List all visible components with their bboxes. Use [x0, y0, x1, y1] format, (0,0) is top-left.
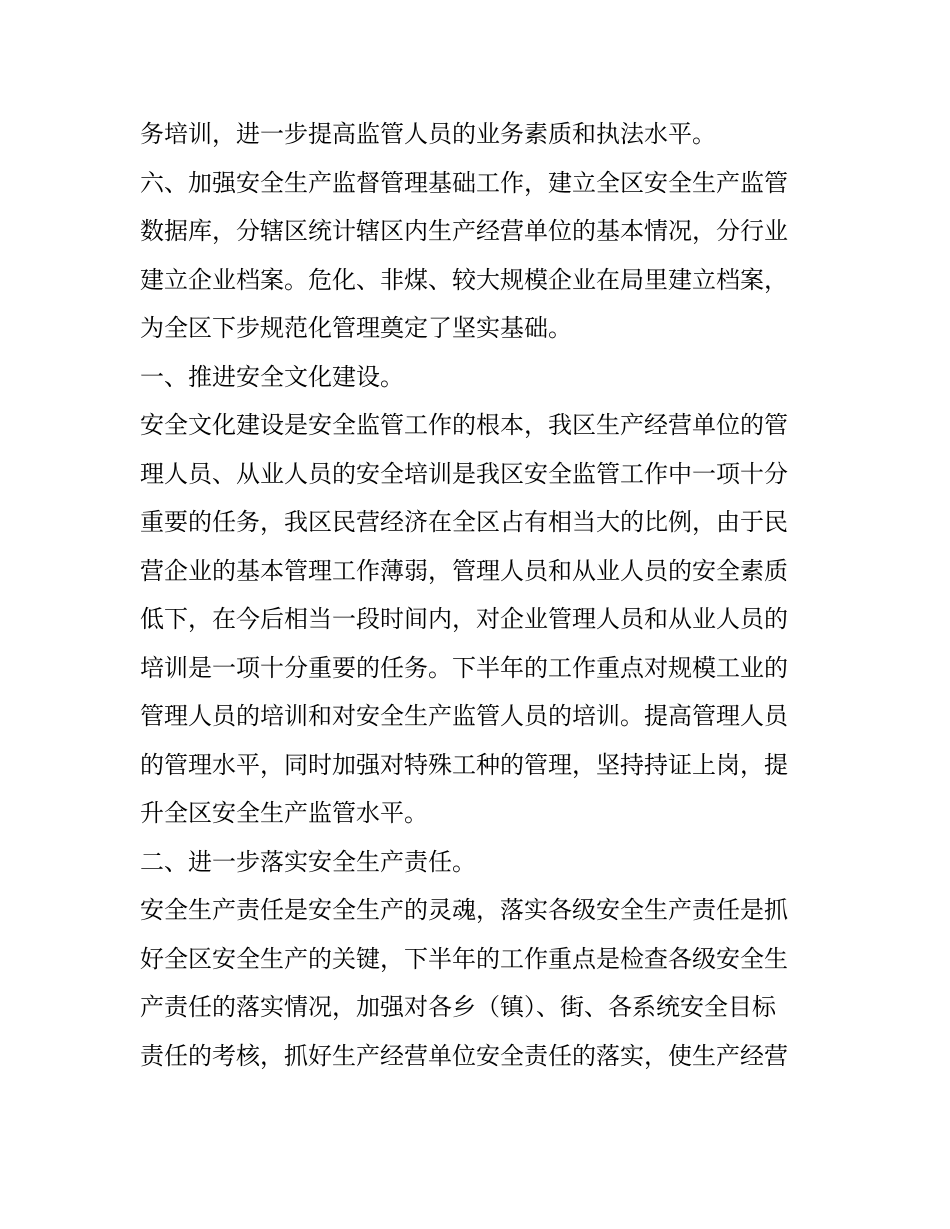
text-line: 低下，在今后相当一段时间内，对企业管理人员和从业人员的: [140, 605, 788, 633]
text-line: 数据库，分辖区统计辖区内生产经营单位的基本情况，分行业: [140, 217, 788, 245]
text-line: 培训是一项十分重要的任务。下半年的工作重点对规模工业的: [140, 653, 788, 682]
section-heading-line: 二、进一步落实安全生产责任。: [140, 847, 476, 876]
text-line: 理人员、从业人员的安全培训是我区安全监管工作中一项十分: [140, 459, 788, 488]
section-heading-line: 六、加强安全生产监督管理基础工作，建立全区安全生产监管: [140, 168, 788, 197]
text-line: 升全区安全生产监管水平。: [140, 799, 428, 827]
text-line: 好全区安全生产的关键，下半年的工作重点是检查各级安全生: [140, 944, 788, 973]
text-line: 建立企业档案。危化、非煤、较大规模企业在局里建立档案，: [140, 265, 788, 294]
text-line: 务培训，进一步提高监管人员的业务素质和执法水平。: [140, 120, 716, 148]
text-line: 责任的考核，抓好生产经营单位安全责任的落实，使生产经营: [140, 1041, 788, 1070]
text-line: 营企业的基本管理工作薄弱，管理人员和从业人员的安全素质: [140, 556, 788, 585]
text-line: 安全生产责任是安全生产的灵魂，落实各级安全生产责任是抓: [140, 896, 788, 924]
text-line: 为全区下步规范化管理奠定了坚实基础。: [140, 314, 572, 342]
text-line: 安全文化建设是安全监管工作的根本，我区生产经营单位的管: [140, 411, 788, 439]
text-line: 的管理水平，同时加强对特殊工种的管理，坚持持证上岗，提: [140, 750, 788, 779]
text-line: 产责任的落实情况，加强对各乡（镇）、街、各系统安全目标: [140, 993, 776, 1021]
text-line: 重要的任务，我区民营经济在全区占有相当大的比例，由于民: [140, 508, 788, 536]
section-heading-line: 一、推进安全文化建设。: [140, 362, 404, 391]
text-line: 管理人员的培训和对安全生产监管人员的培训。提高管理人员: [140, 702, 788, 730]
document-body: [140, 110, 820, 1080]
